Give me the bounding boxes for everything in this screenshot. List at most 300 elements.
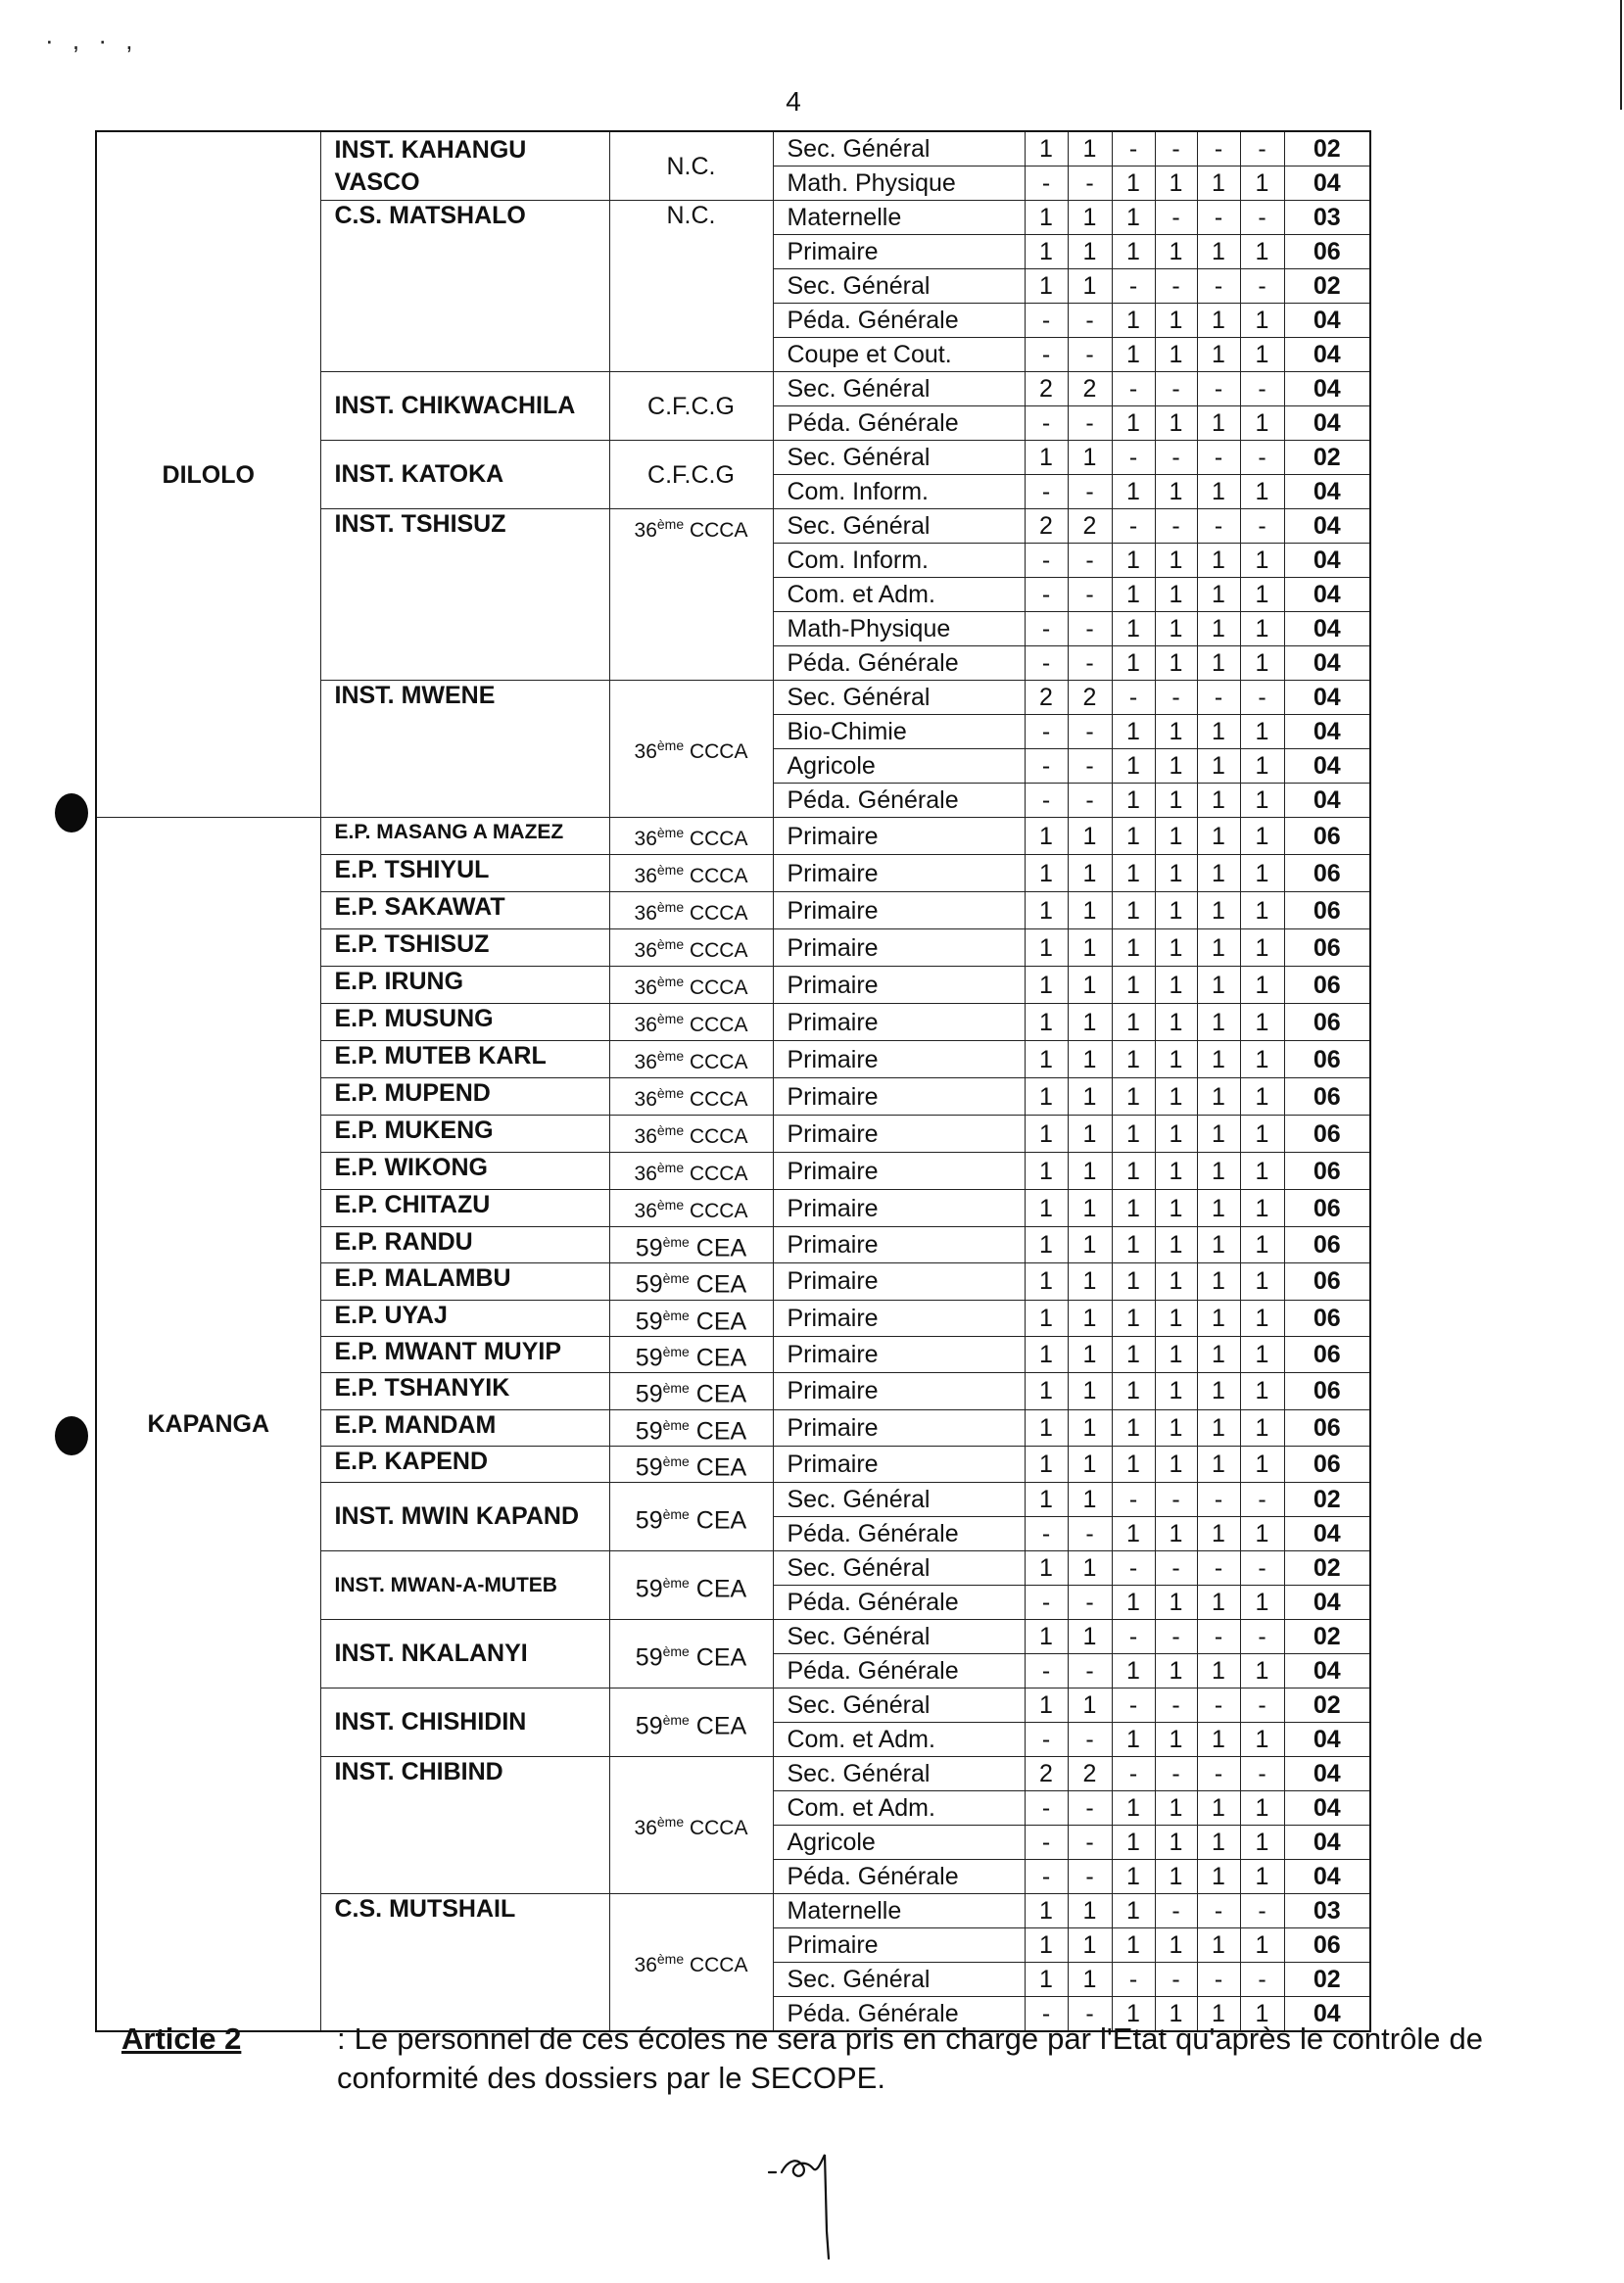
count-cell: 1 [1112, 201, 1155, 235]
count-cell: 1 [1197, 1078, 1240, 1116]
option-name: Primaire [773, 1153, 1025, 1190]
count-cell: 1 [1197, 1654, 1240, 1688]
count-cell: 1 [1025, 1004, 1068, 1041]
count-cell: - [1025, 646, 1068, 681]
count-cell: - [1240, 1963, 1284, 1997]
option-name: Primaire [773, 1409, 1025, 1446]
count-cell: 2 [1025, 1757, 1068, 1791]
option-name: Sec. Général [773, 131, 1025, 166]
count-cell: 2 [1025, 372, 1068, 406]
count-cell: 1 [1240, 784, 1284, 818]
count-cell: - [1112, 1688, 1155, 1723]
count-cell: 1 [1197, 304, 1240, 338]
punch-hole-icon [55, 793, 88, 832]
count-cell: 1 [1197, 475, 1240, 509]
school-name: INST. CHISHIDIN [320, 1688, 609, 1757]
count-cell: 1 [1068, 131, 1112, 166]
option-name: Sec. Général [773, 269, 1025, 304]
count-cell: 1 [1155, 1373, 1197, 1409]
school-status: 59ème CEA [609, 1300, 773, 1336]
count-cell: - [1155, 1963, 1197, 1997]
count-cell: 1 [1112, 784, 1155, 818]
count-cell: 1 [1112, 1373, 1155, 1409]
count-cell: 1 [1068, 1078, 1112, 1116]
count-cell: - [1155, 1620, 1197, 1654]
total-cell: 04 [1284, 1517, 1370, 1551]
total-cell: 02 [1284, 1963, 1370, 1997]
school-name: INST. MWAN-A-MUTEB [320, 1551, 609, 1620]
count-cell: 1 [1068, 929, 1112, 967]
school-status: 36ème CCCA [609, 1078, 773, 1116]
count-cell: 1 [1155, 1078, 1197, 1116]
count-cell: 1 [1068, 967, 1112, 1004]
count-cell: 1 [1025, 855, 1068, 892]
count-cell: - [1155, 201, 1197, 235]
count-cell: - [1155, 1894, 1197, 1928]
page-number: 4 [786, 86, 801, 117]
count-cell: 1 [1112, 1153, 1155, 1190]
count-cell: 1 [1197, 1263, 1240, 1300]
count-cell: 1 [1112, 578, 1155, 612]
option-name: Primaire [773, 1041, 1025, 1078]
total-cell: 04 [1284, 715, 1370, 749]
count-cell: - [1240, 1757, 1284, 1791]
count-cell: - [1112, 1963, 1155, 1997]
school-status: 36ème CCCA [609, 1116, 773, 1153]
school-name: E.P. MALAMBU [320, 1263, 609, 1300]
count-cell: - [1112, 372, 1155, 406]
count-cell: 1 [1240, 166, 1284, 201]
count-cell: 1 [1240, 1373, 1284, 1409]
option-name: Primaire [773, 1446, 1025, 1482]
count-cell: 1 [1155, 646, 1197, 681]
total-cell: 04 [1284, 1654, 1370, 1688]
count-cell: 1 [1025, 1894, 1068, 1928]
count-cell: 1 [1025, 929, 1068, 967]
count-cell: 1 [1068, 892, 1112, 929]
count-cell: 1 [1197, 578, 1240, 612]
count-cell: 1 [1112, 1860, 1155, 1894]
count-cell: 1 [1112, 406, 1155, 441]
count-cell: - [1068, 1860, 1112, 1894]
total-cell: 04 [1284, 166, 1370, 201]
count-cell: - [1197, 201, 1240, 235]
school-status: 36ème CCCA [609, 892, 773, 929]
school-name: INST. KAHANGU VASCO [320, 131, 609, 201]
count-cell: 1 [1025, 1227, 1068, 1263]
count-cell: 1 [1197, 1517, 1240, 1551]
school-status: 59ème CEA [609, 1483, 773, 1551]
option-name: Péda. Générale [773, 1517, 1025, 1551]
table-row [96, 818, 1370, 855]
total-cell: 02 [1284, 131, 1370, 166]
corner-scan-marks: · , · , [45, 25, 139, 55]
option-name: Péda. Générale [773, 1586, 1025, 1620]
school-name: E.P. MUPEND [320, 1078, 609, 1116]
count-cell: 1 [1068, 1153, 1112, 1190]
count-cell: 1 [1155, 338, 1197, 372]
count-cell: 1 [1025, 1620, 1068, 1654]
count-cell: - [1068, 338, 1112, 372]
count-cell: 1 [1155, 1153, 1197, 1190]
school-name: E.P. MANDAM [320, 1409, 609, 1446]
total-cell: 06 [1284, 818, 1370, 855]
count-cell: 1 [1240, 1153, 1284, 1190]
count-cell: - [1240, 1688, 1284, 1723]
count-cell: - [1025, 1723, 1068, 1757]
school-name: INST. MWENE [320, 681, 609, 818]
count-cell: - [1240, 1894, 1284, 1928]
option-name: Péda. Générale [773, 406, 1025, 441]
school-status: 59ème CEA [609, 1227, 773, 1263]
count-cell: 1 [1112, 1586, 1155, 1620]
total-cell: 04 [1284, 646, 1370, 681]
count-cell: - [1112, 441, 1155, 475]
count-cell: - [1025, 578, 1068, 612]
count-cell: 1 [1240, 235, 1284, 269]
total-cell: 02 [1284, 1551, 1370, 1586]
count-cell: 1 [1155, 1004, 1197, 1041]
count-cell: 1 [1197, 235, 1240, 269]
count-cell: - [1025, 715, 1068, 749]
count-cell: 1 [1025, 1336, 1068, 1372]
count-cell: 1 [1240, 1409, 1284, 1446]
count-cell: 1 [1240, 1190, 1284, 1227]
count-cell: 1 [1197, 1826, 1240, 1860]
count-cell: 1 [1197, 1336, 1240, 1372]
count-cell: 1 [1155, 1446, 1197, 1482]
count-cell: 1 [1025, 131, 1068, 166]
option-name: Péda. Générale [773, 304, 1025, 338]
count-cell: - [1025, 1826, 1068, 1860]
school-name: E.P. RANDU [320, 1227, 609, 1263]
count-cell: 1 [1197, 784, 1240, 818]
count-cell: 1 [1068, 855, 1112, 892]
total-cell: 06 [1284, 1041, 1370, 1078]
page-edge-line [1620, 0, 1622, 110]
total-cell: 06 [1284, 855, 1370, 892]
count-cell: 1 [1197, 1004, 1240, 1041]
count-cell: 1 [1112, 544, 1155, 578]
count-cell: 1 [1112, 1997, 1155, 2032]
count-cell: 1 [1155, 235, 1197, 269]
option-name: Maternelle [773, 201, 1025, 235]
option-name: Primaire [773, 1928, 1025, 1963]
count-cell: 1 [1112, 1190, 1155, 1227]
school-name: INST. TSHISUZ [320, 509, 609, 681]
count-cell: 1 [1197, 1791, 1240, 1826]
count-cell: 1 [1197, 929, 1240, 967]
total-cell: 06 [1284, 1116, 1370, 1153]
count-cell: 1 [1025, 201, 1068, 235]
option-name: Primaire [773, 235, 1025, 269]
school-status: 59ème CEA [609, 1336, 773, 1372]
count-cell: - [1068, 1997, 1112, 2032]
district-name: DILOLO [96, 131, 320, 818]
count-cell: 1 [1025, 1409, 1068, 1446]
count-cell: 1 [1240, 818, 1284, 855]
count-cell: - [1197, 1894, 1240, 1928]
count-cell: - [1155, 1551, 1197, 1586]
total-cell: 04 [1284, 1860, 1370, 1894]
school-name: C.S. MUTSHAIL [320, 1894, 609, 2032]
count-cell: - [1240, 681, 1284, 715]
count-cell: - [1155, 372, 1197, 406]
count-cell: 1 [1155, 1997, 1197, 2032]
option-name: Sec. Général [773, 1963, 1025, 1997]
count-cell: - [1025, 1997, 1068, 2032]
count-cell: 2 [1068, 509, 1112, 544]
school-name: INST. CHIBIND [320, 1757, 609, 1894]
option-name: Primaire [773, 1373, 1025, 1409]
count-cell: 1 [1240, 1227, 1284, 1263]
count-cell: 1 [1112, 1894, 1155, 1928]
count-cell: 1 [1240, 1654, 1284, 1688]
count-cell: - [1068, 1654, 1112, 1688]
count-cell: 1 [1068, 1963, 1112, 1997]
count-cell: 1 [1155, 784, 1197, 818]
total-cell: 06 [1284, 1300, 1370, 1336]
count-cell: 1 [1025, 1300, 1068, 1336]
count-cell: 1 [1112, 1300, 1155, 1336]
option-name: Primaire [773, 1190, 1025, 1227]
option-name: Primaire [773, 929, 1025, 967]
count-cell: 1 [1025, 1928, 1068, 1963]
count-cell: 1 [1112, 1723, 1155, 1757]
count-cell: 1 [1155, 1586, 1197, 1620]
punch-hole-icon [55, 1416, 88, 1455]
school-status: 36ème CCCA [609, 681, 773, 818]
count-cell: 1 [1240, 1723, 1284, 1757]
count-cell: - [1197, 1551, 1240, 1586]
count-cell: 1 [1197, 855, 1240, 892]
option-name: Péda. Générale [773, 784, 1025, 818]
count-cell: 1 [1068, 1620, 1112, 1654]
count-cell: 1 [1155, 304, 1197, 338]
total-cell: 06 [1284, 1928, 1370, 1963]
count-cell: 1 [1197, 1373, 1240, 1409]
count-cell: - [1197, 131, 1240, 166]
total-cell: 04 [1284, 509, 1370, 544]
school-name: E.P. MASANG A MAZEZ [320, 818, 609, 855]
total-cell: 06 [1284, 1263, 1370, 1300]
total-cell: 03 [1284, 1894, 1370, 1928]
school-name: E.P. IRUNG [320, 967, 609, 1004]
count-cell: 1 [1112, 855, 1155, 892]
count-cell: - [1240, 201, 1284, 235]
count-cell: - [1068, 1586, 1112, 1620]
count-cell: 1 [1240, 892, 1284, 929]
count-cell: 1 [1155, 406, 1197, 441]
article-text: : Le personnel de ces écoles ne sera pris en charge par l'Etat qu'après le contrôle de conformité des dossiers par le SECOPE. [337, 2021, 1483, 2095]
count-cell: 1 [1025, 1078, 1068, 1116]
count-cell: 1 [1197, 1586, 1240, 1620]
total-cell: 06 [1284, 892, 1370, 929]
count-cell: 1 [1112, 612, 1155, 646]
article-label: Article 2 [121, 2021, 242, 2056]
count-cell: 1 [1155, 855, 1197, 892]
total-cell: 04 [1284, 1791, 1370, 1826]
count-cell: 1 [1025, 1153, 1068, 1190]
count-cell: 1 [1197, 1409, 1240, 1446]
school-name: E.P. TSHANYIK [320, 1373, 609, 1409]
school-status: N.C. [609, 131, 773, 201]
count-cell: - [1197, 681, 1240, 715]
count-cell: - [1155, 509, 1197, 544]
count-cell: - [1197, 1963, 1240, 1997]
count-cell: 1 [1240, 1300, 1284, 1336]
school-name: E.P. MWANT MUYIP [320, 1336, 609, 1372]
count-cell: - [1025, 304, 1068, 338]
count-cell: 1 [1112, 892, 1155, 929]
count-cell: - [1025, 1517, 1068, 1551]
count-cell: 1 [1025, 1190, 1068, 1227]
count-cell: 1 [1240, 304, 1284, 338]
count-cell: - [1197, 269, 1240, 304]
count-cell: - [1112, 1620, 1155, 1654]
count-cell: 1 [1068, 1688, 1112, 1723]
count-cell: 1 [1068, 1483, 1112, 1517]
total-cell: 04 [1284, 578, 1370, 612]
count-cell: - [1068, 749, 1112, 784]
school-name: E.P. TSHISUZ [320, 929, 609, 967]
count-cell: 1 [1068, 1300, 1112, 1336]
count-cell: 1 [1025, 1116, 1068, 1153]
count-cell: - [1068, 304, 1112, 338]
count-cell: 1 [1155, 1654, 1197, 1688]
count-cell: 1 [1025, 1373, 1068, 1409]
count-cell: - [1155, 441, 1197, 475]
count-cell: - [1068, 1791, 1112, 1826]
count-cell: 1 [1240, 1263, 1284, 1300]
count-cell: - [1068, 166, 1112, 201]
count-cell: 1 [1025, 441, 1068, 475]
school-name: E.P. MUKENG [320, 1116, 609, 1153]
count-cell: 1 [1112, 1041, 1155, 1078]
count-cell: 1 [1155, 749, 1197, 784]
option-name: Com. et Adm. [773, 1791, 1025, 1826]
total-cell: 06 [1284, 1004, 1370, 1041]
option-name: Primaire [773, 1336, 1025, 1372]
option-name: Péda. Générale [773, 1997, 1025, 2032]
count-cell: - [1112, 1551, 1155, 1586]
total-cell: 06 [1284, 967, 1370, 1004]
count-cell: 1 [1240, 338, 1284, 372]
school-status: 59ème CEA [609, 1620, 773, 1688]
count-cell: 1 [1197, 818, 1240, 855]
count-cell: 1 [1155, 1826, 1197, 1860]
option-name: Primaire [773, 855, 1025, 892]
count-cell: 1 [1068, 1446, 1112, 1482]
count-cell: - [1197, 1620, 1240, 1654]
count-cell: 1 [1068, 269, 1112, 304]
count-cell: - [1025, 1860, 1068, 1894]
count-cell: 1 [1112, 1791, 1155, 1826]
count-cell: 1 [1240, 1826, 1284, 1860]
count-cell: - [1025, 1654, 1068, 1688]
total-cell: 06 [1284, 1373, 1370, 1409]
count-cell: 1 [1112, 475, 1155, 509]
school-status: 36ème CCCA [609, 818, 773, 855]
total-cell: 02 [1284, 1483, 1370, 1517]
school-status: 36ème CCCA [609, 855, 773, 892]
count-cell: 1 [1155, 1791, 1197, 1826]
count-cell: - [1112, 1483, 1155, 1517]
option-name: Primaire [773, 1078, 1025, 1116]
option-name: Com. Inform. [773, 475, 1025, 509]
count-cell: 1 [1155, 1300, 1197, 1336]
total-cell: 04 [1284, 338, 1370, 372]
school-status: 36ème CCCA [609, 509, 773, 681]
count-cell: 1 [1112, 1517, 1155, 1551]
count-cell: 1 [1025, 1963, 1068, 1997]
school-status: 59ème CEA [609, 1409, 773, 1446]
count-cell: 1 [1240, 929, 1284, 967]
count-cell: 1 [1197, 1190, 1240, 1227]
total-cell: 06 [1284, 1446, 1370, 1482]
option-name: Com. et Adm. [773, 578, 1025, 612]
count-cell: 1 [1068, 1116, 1112, 1153]
school-status: 36ème CCCA [609, 1894, 773, 2032]
option-name: Maternelle [773, 1894, 1025, 1928]
count-cell: - [1112, 269, 1155, 304]
total-cell: 02 [1284, 441, 1370, 475]
total-cell: 02 [1284, 1620, 1370, 1654]
count-cell: 1 [1155, 544, 1197, 578]
total-cell: 04 [1284, 544, 1370, 578]
count-cell: 1 [1112, 1004, 1155, 1041]
count-cell: - [1025, 784, 1068, 818]
count-cell: 1 [1112, 929, 1155, 967]
option-name: Com. et Adm. [773, 1723, 1025, 1757]
total-cell: 06 [1284, 1190, 1370, 1227]
school-name: C.S. MATSHALO [320, 201, 609, 372]
count-cell: 1 [1240, 1078, 1284, 1116]
total-cell: 04 [1284, 304, 1370, 338]
count-cell: 1 [1112, 646, 1155, 681]
count-cell: - [1025, 544, 1068, 578]
count-cell: 2 [1025, 681, 1068, 715]
total-cell: 02 [1284, 269, 1370, 304]
count-cell: 1 [1025, 1446, 1068, 1482]
count-cell: - [1112, 681, 1155, 715]
count-cell: 2 [1068, 1757, 1112, 1791]
count-cell: 1 [1240, 1446, 1284, 1482]
count-cell: 1 [1155, 1263, 1197, 1300]
option-name: Péda. Générale [773, 1860, 1025, 1894]
count-cell: 1 [1240, 1997, 1284, 2032]
count-cell: 2 [1068, 681, 1112, 715]
count-cell: 1 [1240, 1791, 1284, 1826]
count-cell: 1 [1197, 1860, 1240, 1894]
count-cell: 1 [1197, 967, 1240, 1004]
count-cell: 1 [1068, 1409, 1112, 1446]
option-name: Bio-Chimie [773, 715, 1025, 749]
total-cell: 06 [1284, 1078, 1370, 1116]
count-cell: - [1197, 509, 1240, 544]
total-cell: 04 [1284, 681, 1370, 715]
count-cell: 1 [1155, 1190, 1197, 1227]
count-cell: - [1155, 1757, 1197, 1791]
count-cell: 1 [1155, 1517, 1197, 1551]
count-cell: 1 [1240, 1041, 1284, 1078]
count-cell: 1 [1155, 1928, 1197, 1963]
count-cell: 1 [1025, 818, 1068, 855]
count-cell: - [1068, 578, 1112, 612]
count-cell: 1 [1068, 441, 1112, 475]
count-cell: 1 [1025, 1551, 1068, 1586]
count-cell: 1 [1240, 612, 1284, 646]
